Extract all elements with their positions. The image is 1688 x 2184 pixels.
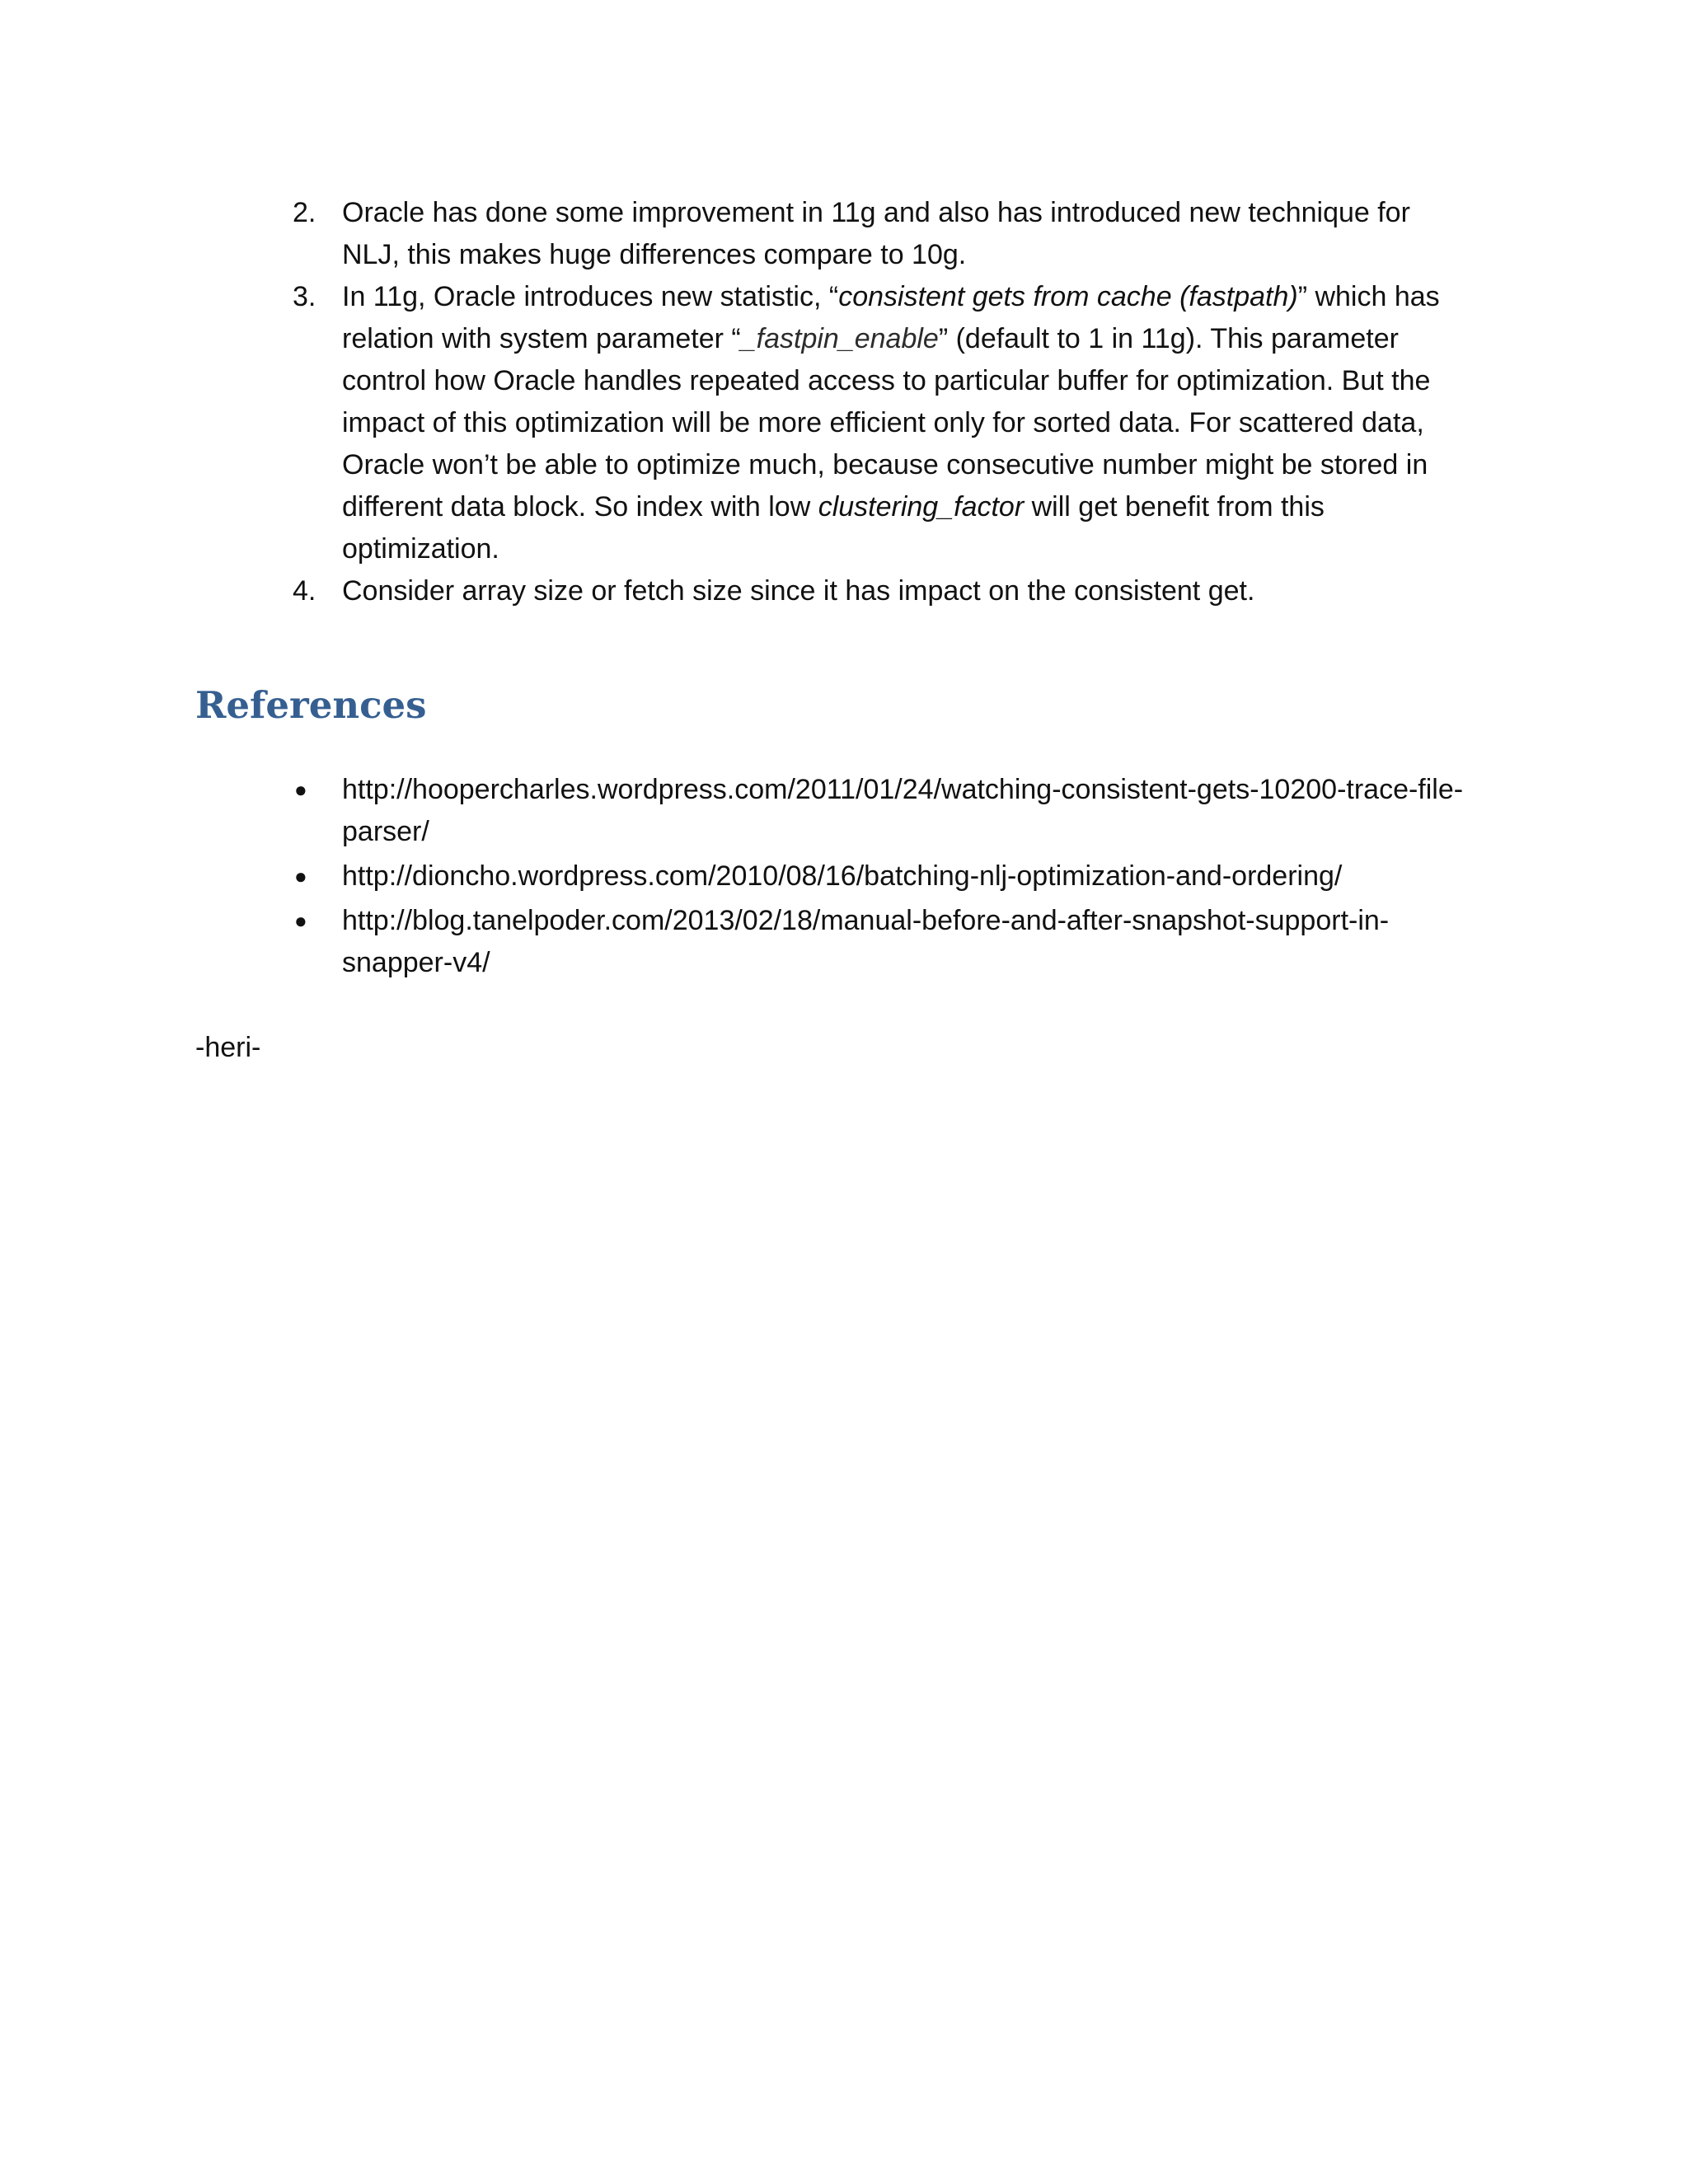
reference-item [293, 855, 1471, 898]
list-marker: 3. [293, 281, 316, 312]
list-item-text-part: will get benefit from this optimization. [342, 491, 1325, 565]
bullet-icon: ● [294, 864, 307, 888]
bullet-icon: ● [294, 777, 307, 802]
list-item-text-part: ” (default to 1 in 11g). This parameter control how Oracle handles repeated access to particular buffer for optimization. But the impact of this optimization will be more efficient only for sorted data. For scattered data, Oracle won’t be able to optimize much, because consecutive number might be stored in different data block. So index with low [342, 323, 1431, 523]
reference-url: http://hoopercharles.wordpress.com/2011/01/24/watching-consistent-gets-10200-trace-file-parser/ [342, 774, 1464, 847]
reference-url: http://blog.tanelpoder.com/2013/02/18/manual-before-and-after-snapshot-support-in-snapper-v4/ [342, 905, 1390, 978]
list-item-4 [293, 570, 1471, 612]
references-list [293, 769, 1471, 987]
reference-item [293, 769, 1471, 853]
reference-item [293, 900, 1471, 984]
reference-url: http://dioncho.wordpress.com/2010/08/16/batching-nlj-optimization-and-ordering/ [342, 860, 1343, 892]
list-item-text: Consider array size or fetch size since it has impact on the consistent get. [342, 575, 1255, 607]
statistic-name: consistent gets from cache (fastpath) [838, 281, 1298, 312]
list-item-text-part: In 11g, Oracle introduces new statistic, “ [342, 281, 839, 312]
list-marker: 4. [293, 575, 316, 607]
term-clustering-factor: clustering_factor [818, 491, 1025, 523]
list-item-text-part: ” which has relation with system parameter “ [342, 281, 1440, 354]
list-marker: 2. [293, 197, 316, 228]
parameter-name: _fastpin_enable [740, 323, 939, 354]
list-item-2 [293, 192, 1471, 276]
author-signature: -heri- [195, 1032, 261, 1063]
list-item-text: Oracle has done some improvement in 11g and also has introduced new technique for NLJ, this makes huge differences compare to 10g. [342, 197, 1410, 270]
references-heading: References [195, 683, 427, 727]
list-item-3 [293, 276, 1471, 570]
bullet-icon: ● [294, 908, 307, 933]
numbered-list [293, 192, 1471, 612]
